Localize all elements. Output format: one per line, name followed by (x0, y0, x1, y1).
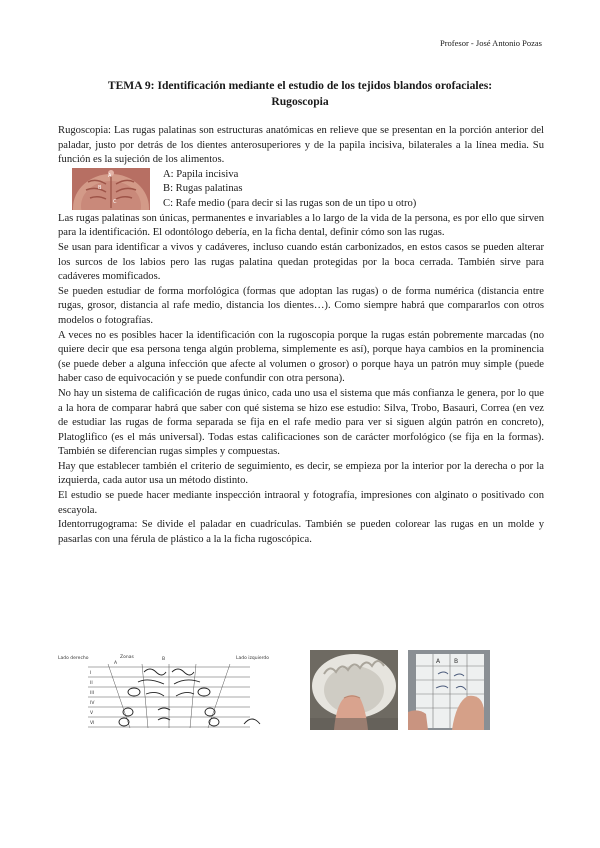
diagram-col-a: A (114, 661, 118, 666)
diagram-row-1: I (90, 671, 92, 676)
legend-item-b: B: Rugas palatinas (163, 183, 243, 195)
figures-row (58, 650, 548, 730)
grid-col-a: A (436, 658, 441, 665)
diagram-row-6: VI (90, 721, 95, 726)
diagram-zones-label: Zonas (120, 655, 134, 660)
title-line-2: Rugoscopia (271, 95, 329, 108)
palate-label-a: A (108, 172, 112, 179)
diagram-left-label: Lado derecho (58, 656, 89, 661)
palate-figure-row (58, 168, 544, 212)
paragraph-4: A veces no es posibles hacer la identificación con la rugoscopia porque la rugas están pobremente marcadas (no quiere decir que esa persona tenga algún problema, simplemente es así), porque haya cambios en la prominencia (se puede deber a alguna infección que afecte al volumen o grosor) o porque haya un patrón muy simple (puede haber caso de equivocación y se puede confundir con otra persona). (58, 329, 544, 385)
legend-item-a: A: Papila incisiva (163, 168, 239, 180)
document-title (60, 78, 540, 110)
diagram-right-label: Lado izquierdo (236, 656, 270, 661)
document-body (58, 124, 544, 547)
palate-label-b: B (98, 184, 102, 191)
intro-paragraph: Rugoscopia: Las rugas palatinas son estructuras anatómicas en relieve que se presentan en la porción anterior del paladar, justo por detrás de los dientes anterosuperiores y de la papila incisiva, bilaterales a la línea media. Su función es la sujeción de los alimentos. (58, 125, 544, 166)
plaster-cast-photo (310, 650, 398, 730)
palate-legend (163, 168, 416, 212)
paragraph-5: No hay un sistema de calificación de rugas único, cada uno usa el sistema que más confianza le genera, por lo que a la hora de comparar habrá que saber con qué sistema se hizo ese estudio: Silva, Trobo, Basauri, Correa (en vez de estudiar las rugas de forma separada se fija en el rafe medio para ver si siguen algún patrón en concreto), Platoglifico (es el más universal). Todas estas calificaciones son de carácter morfológico (se fija en la formas). También se diferencian rugas simples y compuestas. (58, 387, 544, 458)
diagram-row-4: IV (90, 701, 95, 706)
paragraph-7: El estudio se puede hacer mediante inspección intraoral y fotografía, impresiones con alginato o positivado con escayola. (58, 490, 544, 516)
grid-col-b: B (454, 658, 459, 665)
paragraph-6: Hay que establecer también el criterio de seguimiento, es decir, se empieza por la interior por la derecha o por la izquierda, cada autor usa un método distinto. (58, 460, 544, 487)
paragraph-8: Identorrugograma: Se divide el paladar en cuadrículas. También se pueden colorear las rugas en un molde y pasarlas con una férula de plástico a la la ficha rugoscópica. (58, 519, 544, 545)
palate-photo (72, 168, 150, 210)
paragraph-3: Se pueden estudiar de forma morfológica (formas que adoptan las rugas) o de forma numérica (distancia entre rugas, grosor, distancia al rafe medio, distancia los dientes…). Como siempre habrá que compararlos con otros modelos o fotografías. (58, 285, 544, 326)
page-header-author: Profesor - José Antonio Pozas (440, 38, 542, 48)
palate-label-c: C (113, 198, 117, 205)
rugoscopic-grid-photo (408, 650, 490, 730)
diagram-col-b: B (162, 657, 166, 662)
rugogram-diagram (58, 650, 270, 730)
title-line-1: TEMA 9: Identificación mediante el estudio de los tejidos blandos orofaciales: (107, 79, 493, 92)
diagram-row-3: III (90, 691, 94, 696)
legend-item-c: C: Rafe medio (para decir si las rugas son de un tipo u otro) (163, 197, 417, 209)
paragraph-2: Se usan para identificar a vivos y cadáveres, incluso cuando están carbonizados, en estos casos se pueden alterar los surcos de los labios pero las rugas palatina quedan protegidas por la boca cerrada. También sirve para cadáveres momificados. (58, 241, 544, 283)
paragraph-1: Las rugas palatinas son únicas, permanentes e invariables a lo largo de la vida de la persona, es por ello que sirven para la identificación. El odontólogo debería, en la ficha dental, definir cómo son las rugas. (58, 212, 544, 239)
diagram-row-2: II (90, 681, 93, 686)
diagram-row-5: V (90, 711, 94, 716)
